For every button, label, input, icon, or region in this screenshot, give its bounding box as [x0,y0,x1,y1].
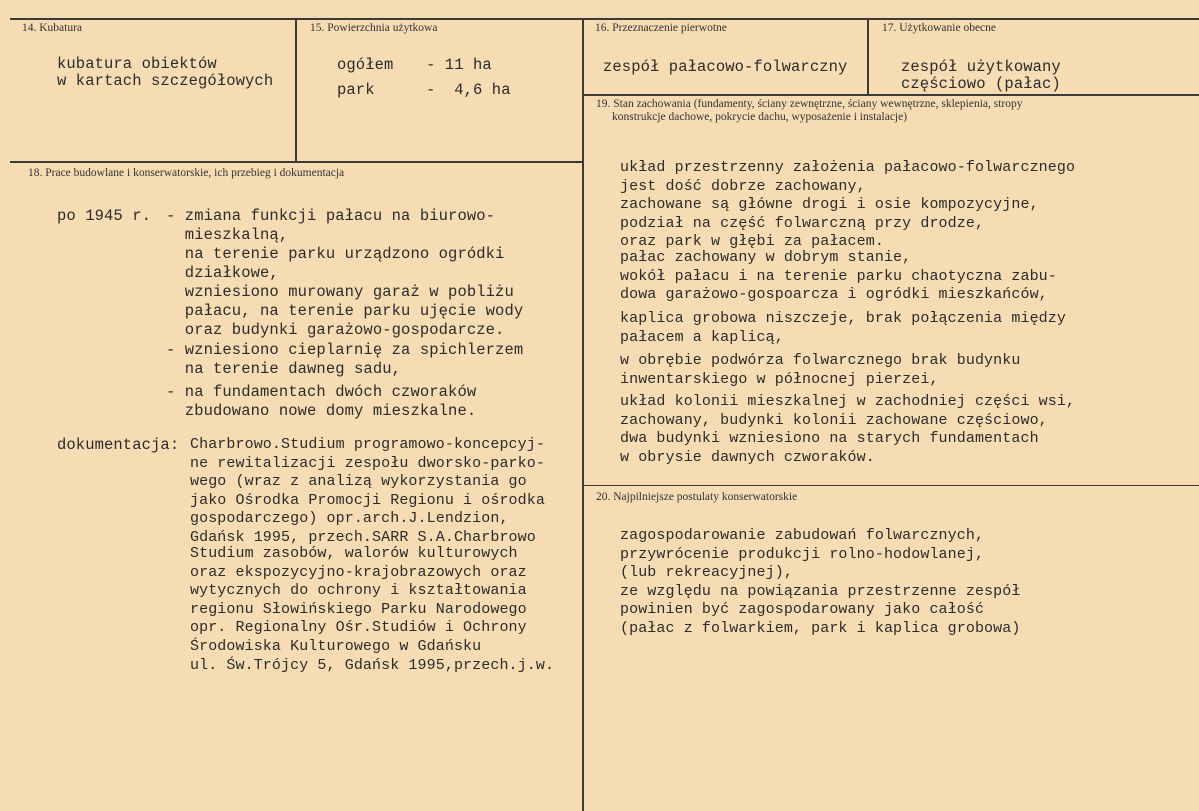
f14-line-1: kubatura obiektów [57,55,217,73]
f15-row-1-label: ogółem [337,56,394,74]
f19-p1-line: zachowane są główne drogi i osie kompozycyjne, [620,196,1039,214]
f19-p1-line: oraz park w głębi za pałacem. [620,233,884,251]
header-19-line-2: konstrukcje dachowe, pokrycie dachu, wyposażenie i instalacje) [612,111,908,123]
f19-p4-line: inwentarskiego w północnej pierzei, [620,370,939,388]
f18-b2-line: - wzniesiono cieplarnię za spichlerzem [166,341,524,359]
f18-b1-line: wzniesiono murowany garaż w pobliżu [166,283,514,301]
header-18: 18. Prace budowlane i konserwatorskie, ich przebieg i dokumentacja [28,167,345,179]
f20-list [620,527,1020,639]
f17-line-1: zespół użytkowany [901,58,1061,76]
header-20: 20. Najpilniejsze postulaty konserwatorskie [596,491,798,503]
f19-para-2 [620,249,1057,305]
rule-20-top [584,485,1199,486]
rule-19-top [584,94,1199,96]
header-16: 16. Przeznaczenie pierwotne [595,22,727,34]
f18-date-label: po 1945 r. [57,207,152,225]
header-17: 17. Użytkowanie obecne [882,22,997,34]
f20-line: (lub rekreacyjnej), [620,564,793,582]
f19-p1-line: jest dość dobrze zachowany, [620,177,866,195]
f18-doc1-line: ne rewitalizacji zespołu dworsko-parko- [190,454,545,472]
f18-doc-2 [190,545,554,675]
f18-doc2-line: oraz ekspozycyjno-krajobrazowych oraz [190,563,527,581]
f18-doc1-line: Gdańsk 1995, przech.SARR S.A.Charbrowo [190,528,536,546]
divider-14-15 [295,18,297,162]
f19-para-5 [620,393,1075,467]
f18-doc1-line: gospodarczego) opr.arch.J.Lendzion, [190,510,509,528]
f18-doc2-line: regionu Słowińskiego Parku Narodowego [190,600,527,618]
divider-main [582,18,584,811]
f15-row-2-value: - 4,6 ha [426,81,511,99]
f19-p1-line: podział na część folwarczną przy drodze, [620,214,985,232]
f19-p5-line: zachowany, budynki kolonii zachowane częściowo, [620,411,1048,429]
f18-doc2-line: opr. Regionalny Ośr.Studiów i Ochrony [190,619,527,637]
f19-p4-line: w obrębie podwórza folwarcznego brak budynku [620,352,1021,369]
f14-line-2: w kartach szczegółowych [57,72,274,90]
f19-p5-line: dwa budynki wzniesiono na starych fundamentach [620,430,1039,448]
f19-para-3 [620,310,1066,347]
f18-doc2-line: Środowiska Kulturowego w Gdańsku [190,637,482,655]
f20-line: ze względu na powiązania przestrzenne zespół [620,582,1021,600]
f18-block-1 [166,207,523,340]
f18-b3-line: - na fundamentach dwóch czworaków [166,383,477,401]
f18-b1-line: mieszkalną, [166,226,289,244]
f19-p3-line: pałacem a kaplicą, [620,328,784,346]
f18-b2-line: na terenie dawneg sadu, [166,360,402,378]
f15-row-2-label: park [337,81,375,99]
f20-line: przywrócenie produkcji rolno-hodowlanej, [620,545,985,563]
f19-p2-line: dowa garażowo-gospoarcza i ogródki mieszkańców, [620,286,1048,304]
f18-doc-1 [190,436,545,548]
f19-para-4 [620,352,1020,389]
f19-p1-line: układ przestrzenny założenia pałacowo-folwarcznego [620,159,1076,176]
f18-doc2-line: ul. Św.Trójcy 5, Gdańsk 1995,przech.j.w. [190,656,555,674]
header-14: 14. Kubatura [22,22,83,34]
f18-b1-line: działkowe, [166,264,279,282]
f16-value: zespół pałacowo-folwarczny [603,58,848,76]
f15-row-1-value: - 11 ha [426,56,492,74]
f18-doc1-line: Charbrowo.Studium programowo-koncepcyj- [190,436,545,453]
header-19-line-1: 19. Stan zachowania (fundamenty, ściany zewnętrzne, ściany wewnętrzne, sklepienia, stropy [596,98,1023,110]
f18-b1-line: pałacu, na terenie parku ujęcie wody [166,302,524,320]
f19-p3-line: kaplica grobowa niszczeje, brak połączenia między [620,310,1066,327]
f20-line: zagospodarowanie zabudowań folwarcznych, [620,527,985,544]
f19-p5-line: układ kolonii mieszkalnej w zachodniej części wsi, [620,393,1076,410]
top-rule [10,18,1199,20]
f20-line: (pałac z folwarkiem, park i kaplica grobowa) [620,619,1021,637]
f18-block-2 [166,341,523,379]
f18-b1-line: oraz budynki garażowo-gospodarcze. [166,321,505,339]
f19-para-1 [620,159,1075,252]
f18-doc-label: dokumentacja: [57,436,180,454]
f20-line: powinien być zagospodarowany jako całość [620,601,985,619]
f17-line-2: częściowo (pałac) [901,75,1061,93]
f18-b1-line: - zmiana funkcji pałacu na biurowo- [166,207,496,225]
f18-doc1-line: jako Ośrodka Promocji Regionu i ośrodka [190,491,545,509]
f18-block-3 [166,383,476,421]
f19-p5-line: w obrysie dawnych czworaków. [620,448,875,466]
f18-doc2-line: wytycznych do ochrony i kształtowania [190,582,527,600]
f18-doc1-line: wego (wraz z analizą wykorzystania go [190,473,527,491]
f19-p2-line: wokół pałacu i na terenie parku chaotyczna zabu- [620,267,1057,285]
f18-doc2-line: Studium zasobów, walorów kulturowych [190,545,518,562]
f19-p2-line: pałac zachowany w dobrym stanie, [620,249,912,266]
divider-16-17 [867,18,869,95]
f18-b3-line: zbudowano nowe domy mieszkalne. [166,402,477,420]
header-15: 15. Powierzchnia użytkowa [310,22,438,34]
f18-b1-line: na terenie parku urządzono ogródki [166,245,505,263]
